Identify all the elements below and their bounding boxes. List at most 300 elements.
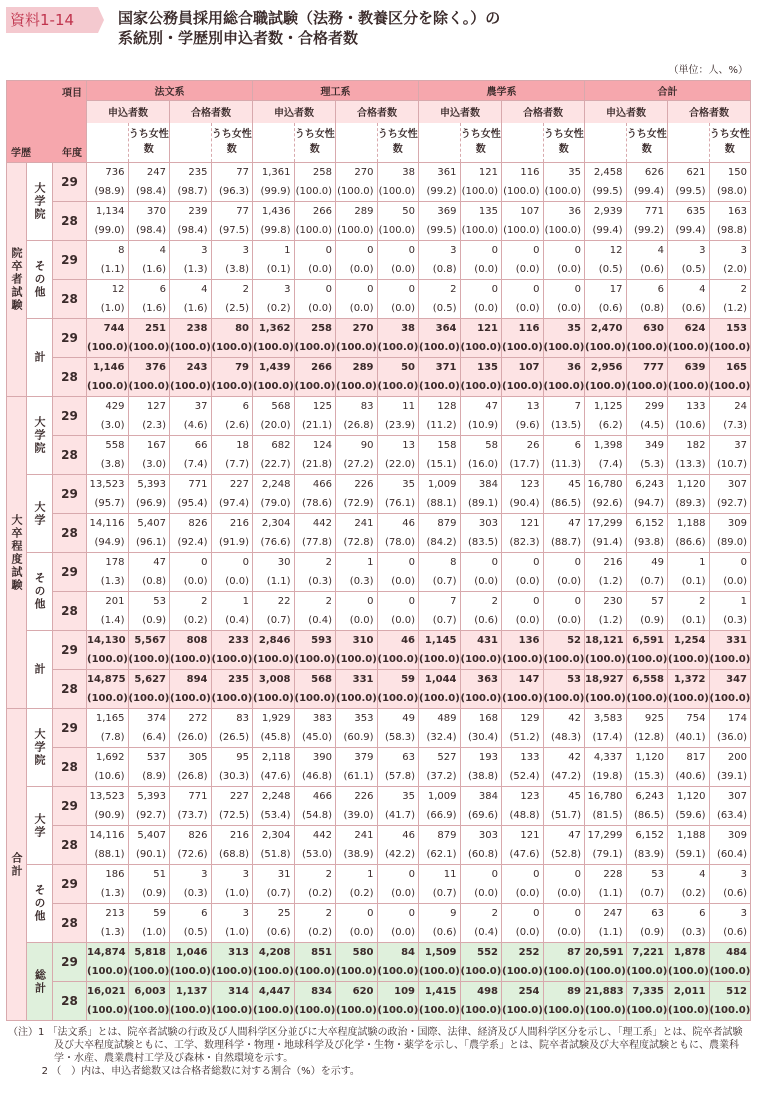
percent-value: (0.0) — [391, 264, 416, 275]
percent-value: (86.6) — [675, 537, 706, 548]
percent-value: (0.3) — [308, 576, 333, 587]
data-cell — [377, 904, 419, 943]
data-cell — [460, 982, 502, 1021]
percent-value: (100.0) — [294, 654, 336, 665]
count-value: 0 — [367, 908, 374, 919]
data-cell — [253, 670, 295, 709]
percent-value: (57.8) — [384, 771, 416, 782]
data-cell — [419, 163, 461, 202]
data-cell — [585, 631, 627, 670]
percent-value: (99.0) — [94, 225, 125, 236]
sub-header: 申込者数 — [419, 101, 502, 123]
data-cell — [211, 241, 253, 280]
data-cell — [626, 943, 668, 982]
count-value: 213 — [105, 908, 125, 919]
data-cell — [128, 436, 170, 475]
footnotes — [8, 1026, 748, 1078]
count-value: 2,304 — [261, 830, 291, 841]
count-value: 17,299 — [587, 518, 623, 529]
data-cell — [626, 787, 668, 826]
count-value: 593 — [311, 635, 333, 646]
count-value: 6 — [574, 440, 582, 451]
percent-value: (97.5) — [218, 225, 250, 236]
percent-value: (15.1) — [426, 459, 457, 470]
data-cell — [377, 787, 419, 826]
count-value: 77 — [236, 167, 250, 178]
table-row — [7, 319, 751, 358]
percent-value: (100.0) — [585, 966, 626, 977]
percent-value: (30.3) — [218, 771, 250, 782]
percent-value: (100.0) — [253, 381, 294, 392]
data-cell — [211, 670, 253, 709]
data-cell — [668, 904, 710, 943]
data-cell — [502, 319, 544, 358]
percent-value: (0.1) — [681, 615, 706, 626]
count-value: 83 — [236, 713, 250, 724]
percent-value: (0.0) — [515, 615, 540, 626]
data-cell — [460, 397, 502, 436]
percent-value: (94.9) — [94, 537, 125, 548]
data-cell — [377, 553, 419, 592]
data-cell — [253, 436, 295, 475]
percent-value: (100.0) — [336, 381, 377, 392]
data-cell — [253, 319, 295, 358]
count-value: 1,120 — [635, 752, 665, 763]
count-value: 0 — [408, 908, 416, 919]
row-group-label — [27, 475, 53, 553]
blank-cell — [336, 123, 378, 163]
percent-value: (100.0) — [294, 693, 336, 704]
count-value: 18,927 — [585, 674, 624, 685]
percent-value: (47.2) — [550, 771, 582, 782]
percent-value: (100.0) — [253, 1005, 294, 1016]
data-cell — [294, 202, 336, 241]
count-value: 36 — [568, 206, 582, 217]
count-value: 168 — [478, 713, 499, 724]
percent-value: (0.3) — [723, 615, 748, 626]
percent-value: (0.5) — [681, 264, 706, 275]
count-value: 624 — [684, 323, 706, 334]
data-cell — [460, 475, 502, 514]
data-cell — [626, 397, 668, 436]
percent-value: (100.0) — [626, 654, 668, 665]
count-value: 0 — [574, 869, 582, 880]
percent-value: (90.9) — [94, 810, 125, 821]
count-value: 6,243 — [635, 479, 665, 490]
data-cell — [709, 826, 751, 865]
count-value: 1,361 — [261, 167, 291, 178]
percent-value: (0.5) — [598, 264, 623, 275]
data-cell — [668, 553, 710, 592]
data-cell — [211, 553, 253, 592]
data-cell — [709, 358, 751, 397]
percent-value: (62.1) — [426, 849, 457, 860]
count-value: 682 — [271, 440, 291, 451]
data-cell — [170, 436, 212, 475]
percent-value: (100.0) — [585, 342, 626, 353]
percent-value: (45.8) — [260, 732, 291, 743]
count-value: 390 — [312, 752, 333, 763]
percent-value: (0.9) — [640, 615, 665, 626]
count-value: 313 — [228, 947, 250, 958]
data-cell — [419, 670, 461, 709]
count-value: 12 — [609, 245, 623, 256]
count-value: 216 — [603, 557, 623, 568]
percent-value: (1.1) — [598, 927, 623, 938]
count-value: 1,188 — [676, 518, 706, 529]
count-value: 45 — [568, 479, 582, 490]
data-cell — [87, 319, 129, 358]
data-cell — [709, 163, 751, 202]
table-row — [7, 436, 751, 475]
percent-value: (100.0) — [253, 966, 294, 977]
percent-value: (100.0) — [543, 693, 585, 704]
data-cell — [377, 397, 419, 436]
percent-value: (60.8) — [467, 849, 499, 860]
count-value: 235 — [188, 167, 208, 178]
data-cell — [253, 280, 295, 319]
percent-value: (100.0) — [585, 381, 626, 392]
count-value: 2 — [201, 596, 208, 607]
count-value: 331 — [352, 674, 374, 685]
count-value: 63 — [651, 908, 665, 919]
percent-value: (100.0) — [502, 381, 543, 392]
blank-cell — [668, 123, 710, 163]
corner-edu-label: 学歴 — [11, 148, 31, 159]
percent-value: (100.0) — [502, 342, 543, 353]
data-cell — [668, 943, 710, 982]
data-cell — [253, 592, 295, 631]
count-value: 0 — [408, 284, 416, 295]
data-cell — [502, 592, 544, 631]
data-cell — [87, 475, 129, 514]
data-cell — [211, 787, 253, 826]
table-corner — [7, 81, 87, 163]
percent-value: (100.0) — [337, 225, 374, 236]
count-value: 226 — [354, 479, 374, 490]
percent-value: (1.6) — [142, 303, 167, 314]
count-value: 1,254 — [673, 635, 706, 646]
percent-value: (0.0) — [515, 927, 540, 938]
percent-value: (92.7) — [716, 498, 748, 509]
percent-value: (84.2) — [426, 537, 457, 548]
data-cell — [460, 787, 502, 826]
percent-value: (2.5) — [225, 303, 250, 314]
count-value: 2 — [699, 596, 706, 607]
count-value: 50 — [402, 206, 416, 217]
data-cell — [377, 982, 419, 1021]
data-cell — [502, 163, 544, 202]
count-value: 568 — [311, 674, 333, 685]
count-value: 2 — [325, 557, 333, 568]
count-value: 580 — [352, 947, 374, 958]
data-cell — [585, 319, 627, 358]
data-cell — [668, 280, 710, 319]
percent-value: (17.4) — [592, 732, 623, 743]
percent-value: (100.0) — [668, 693, 709, 704]
count-value: 0 — [408, 869, 416, 880]
table-row — [7, 904, 751, 943]
table-row — [7, 826, 751, 865]
data-cell — [419, 202, 461, 241]
percent-value: (0.0) — [515, 576, 540, 587]
data-cell — [128, 748, 170, 787]
data-cell — [502, 748, 544, 787]
count-value: 429 — [105, 401, 125, 412]
data-cell — [709, 592, 751, 631]
percent-value: (0.3) — [349, 576, 374, 587]
count-value: 0 — [574, 284, 582, 295]
percent-value: (100.0) — [668, 966, 709, 977]
count-value: 227 — [229, 791, 250, 802]
count-value: 639 — [684, 362, 706, 373]
percent-value: (100.0) — [87, 654, 128, 665]
data-cell — [294, 163, 336, 202]
data-cell — [585, 943, 627, 982]
percent-value: (100.0) — [253, 693, 294, 704]
data-cell — [294, 826, 336, 865]
count-value: 621 — [686, 167, 706, 178]
blank-cell — [419, 123, 461, 163]
count-value: 379 — [354, 752, 374, 763]
percent-value: (100.0) — [87, 1005, 128, 1016]
count-value: 3 — [450, 245, 457, 256]
data-cell — [253, 982, 295, 1021]
percent-value: (63.4) — [716, 810, 748, 821]
data-cell — [377, 358, 419, 397]
data-cell — [626, 280, 668, 319]
year-cell: 29 — [53, 475, 87, 514]
count-value: 1 — [699, 557, 706, 568]
percent-value: (99.4) — [633, 186, 665, 197]
count-value: 314 — [228, 986, 250, 997]
data-cell — [87, 982, 129, 1021]
count-value: 193 — [478, 752, 499, 763]
percent-value: (100.0) — [211, 966, 253, 977]
row-group-label — [27, 397, 53, 475]
data-cell — [336, 748, 378, 787]
data-cell — [419, 241, 461, 280]
percent-value: (0.0) — [515, 303, 540, 314]
count-value: 2 — [491, 908, 499, 919]
data-cell — [502, 397, 544, 436]
percent-value: (30.4) — [467, 732, 499, 743]
count-value: 13,523 — [89, 479, 125, 490]
data-cell — [294, 475, 336, 514]
count-value: 7 — [574, 401, 582, 412]
count-value: 49 — [651, 557, 665, 568]
count-value: 53 — [651, 869, 665, 880]
footnote-2: 2 （ ）内は、申込者総数又は合格者総数に対する割合（%）を示す。 — [41, 1066, 360, 1077]
count-value: 1 — [367, 869, 374, 880]
percent-value: (98.4) — [135, 186, 167, 197]
count-value: 46 — [402, 518, 416, 529]
percent-value: (100.0) — [170, 693, 211, 704]
count-value: 2,846 — [258, 635, 291, 646]
percent-value: (100.0) — [709, 654, 751, 665]
count-value: 247 — [146, 167, 167, 178]
data-cell — [211, 358, 253, 397]
count-value: 6,243 — [635, 791, 665, 802]
count-value: 4 — [159, 245, 167, 256]
count-value: 0 — [491, 284, 499, 295]
percent-value: (100.0) — [543, 1005, 585, 1016]
percent-value: (100.0) — [461, 225, 499, 236]
count-value: 0 — [574, 245, 582, 256]
data-cell — [626, 748, 668, 787]
percent-value: (16.0) — [467, 459, 499, 470]
percent-value: (100.0) — [626, 966, 668, 977]
percent-value: (48.8) — [509, 810, 540, 821]
percent-value: (0.0) — [474, 303, 499, 314]
count-value: 6,152 — [635, 830, 665, 841]
percent-value: (0.0) — [557, 303, 582, 314]
count-value: 4,447 — [258, 986, 291, 997]
count-value: 489 — [437, 713, 457, 724]
percent-value: (90.4) — [509, 498, 540, 509]
year-cell: 28 — [53, 826, 87, 865]
percent-value: (99.9) — [260, 186, 291, 197]
count-value: 235 — [228, 674, 250, 685]
data-cell — [170, 514, 212, 553]
count-value: 49 — [402, 713, 416, 724]
data-cell — [128, 241, 170, 280]
percent-value: (21.1) — [301, 420, 333, 431]
percent-value: (54.8) — [301, 810, 333, 821]
count-value: 6,558 — [632, 674, 665, 685]
data-cell — [419, 553, 461, 592]
data-cell — [294, 748, 336, 787]
data-cell — [211, 904, 253, 943]
data-cell — [211, 514, 253, 553]
data-cell — [543, 982, 585, 1021]
sub-header: 申込者数 — [253, 101, 336, 123]
percent-value: (96.1) — [135, 537, 167, 548]
data-cell — [460, 514, 502, 553]
data-cell — [502, 436, 544, 475]
count-value: 9 — [450, 908, 457, 919]
percent-value: (0.2) — [266, 303, 291, 314]
row-group-text: 大学 — [33, 812, 46, 839]
percent-value: (0.0) — [308, 264, 333, 275]
percent-value: (100.0) — [377, 654, 419, 665]
women-count-header — [128, 123, 170, 163]
percent-value: (100.0) — [709, 693, 751, 704]
data-cell — [211, 163, 253, 202]
percent-value: (0.7) — [432, 615, 457, 626]
count-value: 309 — [727, 518, 748, 529]
count-value: 2 — [450, 284, 457, 295]
count-value: 1 — [242, 596, 250, 607]
count-value: 552 — [477, 947, 499, 958]
percent-value: (100.0) — [502, 1005, 543, 1016]
count-value: 77 — [236, 206, 250, 217]
percent-value: (1.1) — [100, 264, 125, 275]
count-value: 4 — [699, 869, 706, 880]
percent-value: (100.0) — [460, 966, 502, 977]
percent-value: (100.0) — [128, 966, 170, 977]
count-value: 568 — [271, 401, 291, 412]
data-cell — [502, 787, 544, 826]
percent-value: (5.3) — [640, 459, 665, 470]
percent-value: (52.4) — [509, 771, 540, 782]
percent-value: (99.5) — [675, 186, 706, 197]
percent-value: (100.0) — [709, 342, 751, 353]
percent-value: (100.0) — [503, 186, 540, 197]
percent-value: (72.6) — [177, 849, 208, 860]
data-cell — [668, 865, 710, 904]
percent-value: (92.7) — [135, 810, 167, 821]
data-cell — [502, 826, 544, 865]
data-cell — [460, 631, 502, 670]
count-value: 376 — [145, 362, 167, 373]
data-cell — [460, 319, 502, 358]
data-cell — [709, 397, 751, 436]
data-cell — [502, 358, 544, 397]
count-value: 2,248 — [261, 791, 291, 802]
percent-value: (7.8) — [100, 732, 125, 743]
data-cell — [502, 709, 544, 748]
year-cell: 28 — [53, 670, 87, 709]
count-value: 46 — [401, 635, 416, 646]
section-label — [7, 163, 27, 397]
percent-value: (0.7) — [640, 576, 665, 587]
count-value: 3 — [201, 869, 208, 880]
percent-value: (100.0) — [626, 342, 668, 353]
data-cell — [87, 865, 129, 904]
group-header: 法文系 — [87, 81, 253, 101]
data-cell — [668, 163, 710, 202]
percent-value: (100.0) — [543, 342, 585, 353]
data-cell — [626, 709, 668, 748]
percent-value: (0.0) — [515, 888, 540, 899]
percent-value: (100.0) — [378, 225, 416, 236]
count-value: 5,393 — [137, 791, 167, 802]
count-value: 14,130 — [87, 635, 126, 646]
count-value: 129 — [520, 713, 540, 724]
data-cell — [170, 592, 212, 631]
percent-value: (1.1) — [266, 576, 291, 587]
percent-value: (99.5) — [426, 225, 457, 236]
row-group-label — [27, 631, 53, 709]
blank-cell — [585, 123, 627, 163]
data-cell — [294, 514, 336, 553]
percent-value: (3.0) — [100, 420, 125, 431]
count-value: 241 — [354, 518, 374, 529]
count-value: 227 — [229, 479, 250, 490]
data-cell — [170, 631, 212, 670]
percent-value: (100.0) — [128, 693, 170, 704]
data-cell — [87, 709, 129, 748]
count-value: 11 — [402, 401, 416, 412]
data-cell — [336, 826, 378, 865]
data-cell — [211, 319, 253, 358]
data-cell — [626, 319, 668, 358]
percent-value: (96.9) — [135, 498, 167, 509]
count-value: 0 — [533, 908, 540, 919]
data-cell — [211, 631, 253, 670]
count-value: 1,145 — [424, 635, 457, 646]
count-value: 0 — [533, 284, 540, 295]
count-value: 289 — [354, 206, 374, 217]
count-value: 5,407 — [137, 518, 167, 529]
data-cell — [543, 865, 585, 904]
row-group-text: 計 — [33, 663, 46, 676]
percent-value: (100.0) — [502, 693, 543, 704]
percent-value: (100.0) — [419, 342, 460, 353]
data-cell — [585, 397, 627, 436]
count-value: 0 — [367, 284, 374, 295]
